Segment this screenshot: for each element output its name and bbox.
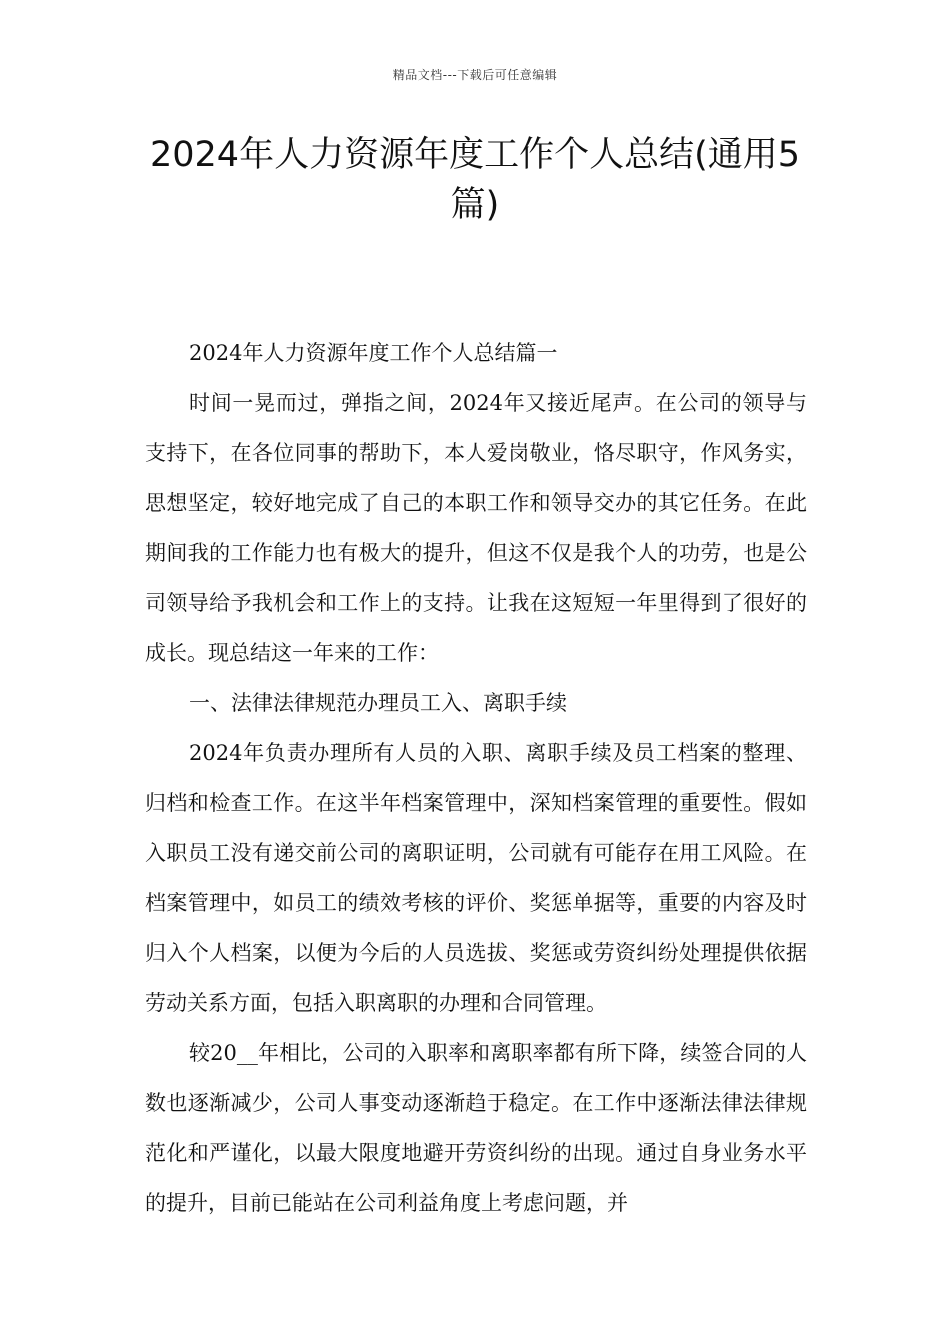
section-heading: 2024年人力资源年度工作个人总结篇一 <box>189 341 558 365</box>
header-note: 精品文档---下载后可任意编辑 <box>392 68 558 82</box>
section-heading: 一、法律法律规范办理员工入、离职手续 <box>189 691 567 715</box>
document-body <box>145 328 807 1228</box>
paragraph: 时间一晃而过，弹指之间，2024年又接近尾声。在公司的领导与支持下，在各位同事的帮助下，本人爱岗敬业，恪尽职守，作风务实，思想坚定，较好地完成了自己的本职工作和领导交办的其它任务。在此期间我的工作能力也有极大的提升，但这不仅是我个人的功劳，也是公司领导给予我机会和工作上的支持。让我在这短短一年里得到了很好的成长。现总结这一年来的工作： <box>145 391 807 665</box>
paragraph: 较20__年相比，公司的入职率和离职率都有所下降，续签合同的人数也逐渐减少，公司人事变动逐渐趋于稳定。在工作中逐渐法律法律规范化和严谨化，以最大限度地避开劳资纠纷的出现。通过自身业务水平的提升，目前已能站在公司利益角度上考虑问题，并 <box>145 1041 807 1215</box>
document-title: 2024年人力资源年度工作个人总结(通用5篇) <box>150 135 800 225</box>
paragraph: 2024年负责办理所有人员的入职、离职手续及员工档案的整理、归档和检查工作。在这半年档案管理中，深知档案管理的重要性。假如入职员工没有递交前公司的离职证明，公司就有可能存在用工风险。在档案管理中，如员工的绩效考核的评价、奖惩单据等，重要的内容及时归入个人档案，以便为今后的人员选拔、奖惩或劳资纠纷处理提供依据劳动关系方面，包括入职离职的办理和合同管理。 <box>145 741 807 1015</box>
